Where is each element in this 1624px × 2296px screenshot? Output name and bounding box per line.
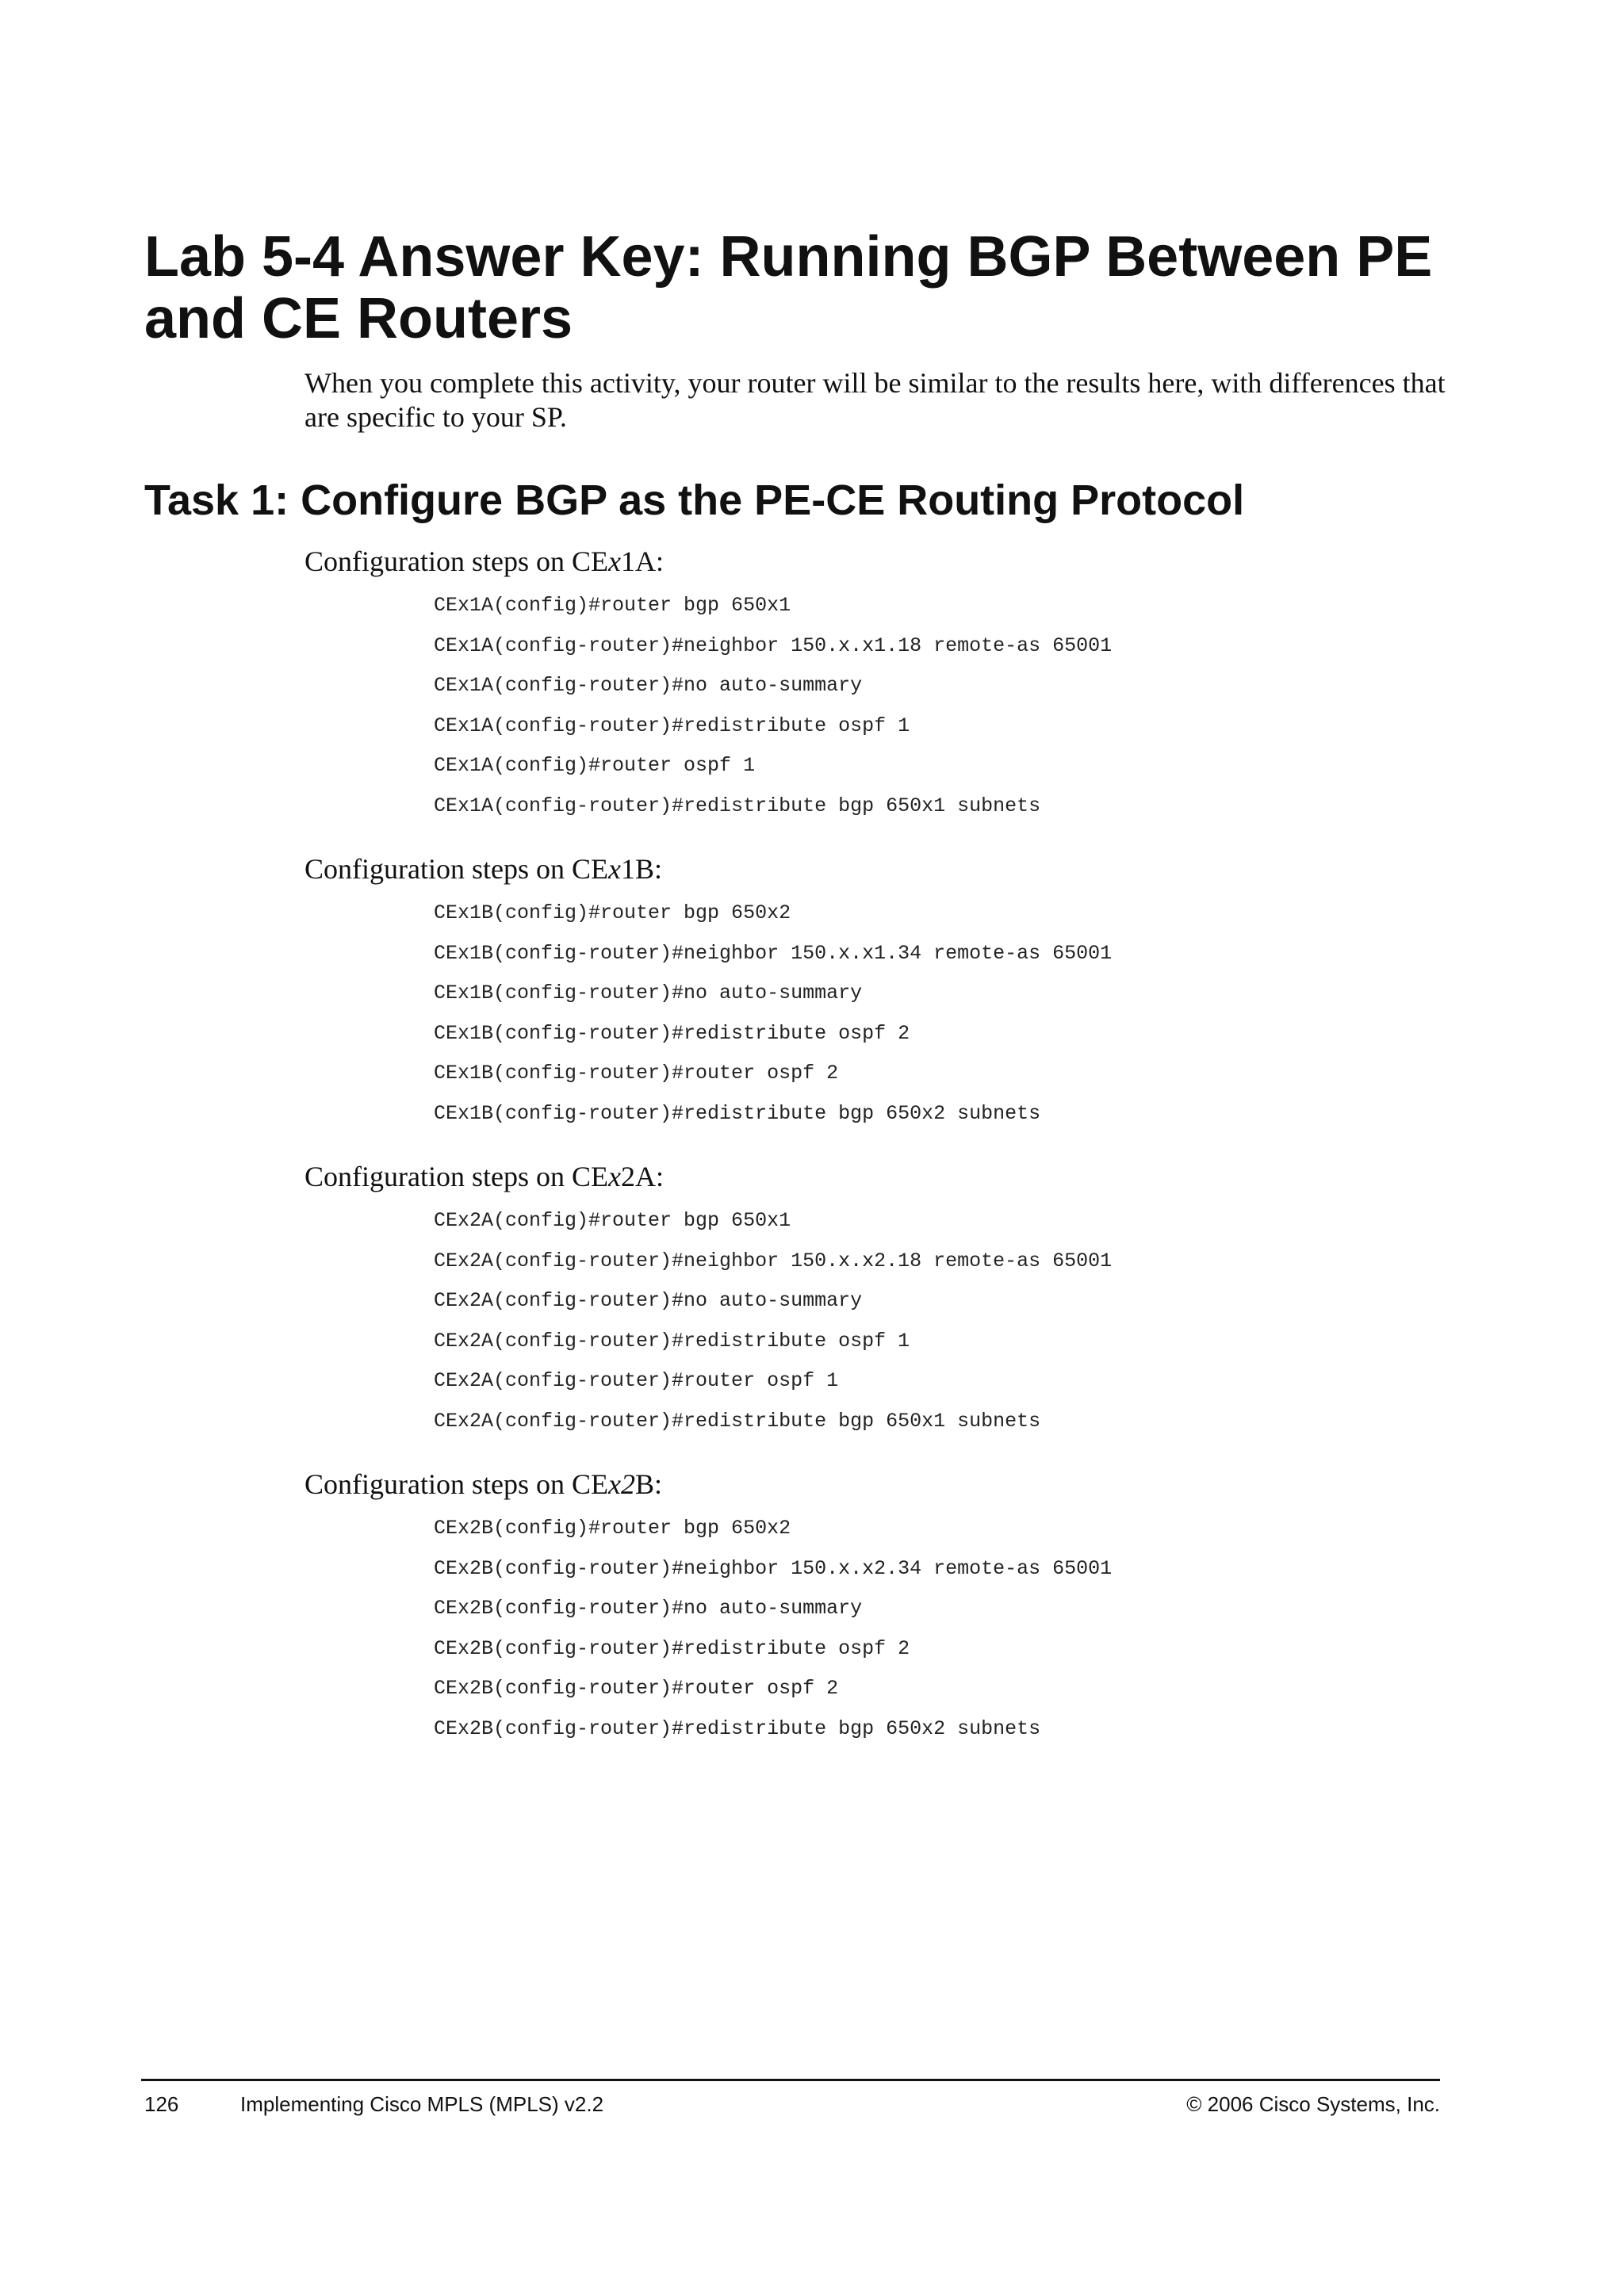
section-label: [304, 1467, 1494, 1502]
command-line: CEx1B(config-router)#neighbor 150.x.x1.34 remote-as 65001: [434, 941, 1113, 965]
command-line: CEx1A(config-router)#neighbor 150.x.x1.18 remote-as 65001: [434, 633, 1113, 657]
command-list: [304, 593, 1494, 819]
section-label-suffix: 2A:: [620, 1161, 664, 1192]
footer-copyright: © 2006 Cisco Systems, Inc.: [1186, 2092, 1440, 2116]
task-heading: Task 1: Configure BGP as the PE-CE Routing Protocol: [144, 476, 1245, 524]
command-line: CEx1B(config-router)#redistribute ospf 2: [434, 1021, 910, 1045]
config-section-cex1b: [304, 851, 1494, 1142]
command-line: CEx2A(config)#router bgp 650x1: [434, 1209, 791, 1232]
section-label-variable: x: [607, 853, 621, 885]
command-line: CEx2B(config-router)#router ospf 2: [434, 1677, 839, 1701]
command-line: CEx1B(config-router)#router ospf 2: [434, 1062, 839, 1085]
page-title: Lab 5-4 Answer Key: Running BGP Between PE and CE Routers: [144, 225, 1433, 350]
command-line: CEx2B(config-router)#neighbor 150.x.x2.34 remote-as 65001: [434, 1556, 1113, 1580]
section-label-variable: x2: [607, 1468, 635, 1500]
command-line: CEx2B(config-router)#redistribute ospf 2: [434, 1636, 910, 1660]
section-label-prefix: Configuration steps on CE: [304, 1161, 608, 1192]
section-label: [304, 1159, 1494, 1194]
command-list: [304, 1208, 1494, 1434]
command-line: CEx2B(config-router)#no auto-summary: [434, 1597, 863, 1621]
command-line: CEx2A(config-router)#neighbor 150.x.x2.18 remote-as 65001: [434, 1249, 1113, 1272]
config-section-cex1a: [304, 544, 1494, 834]
intro-paragraph: When you complete this activity, your router will be similar to the results here, with differences that are specific to your SP.: [304, 367, 1446, 433]
section-label-suffix: 1A:: [620, 545, 664, 577]
command-line: CEx2B(config-router)#redistribute bgp 650x2 subnets: [434, 1716, 1041, 1740]
command-line: CEx1A(config)#router bgp 650x1: [434, 594, 791, 617]
config-section-cex2a: [304, 1159, 1494, 1449]
command-line: CEx2A(config-router)#router ospf 1: [434, 1369, 839, 1393]
section-label: [304, 544, 1494, 579]
command-line: CEx1A(config)#router ospf 1: [434, 754, 756, 778]
command-line: CEx2A(config-router)#redistribute ospf 1: [434, 1329, 910, 1353]
footer-book-title: Implementing Cisco MPLS (MPLS) v2.2: [240, 2092, 604, 2116]
command-line: CEx2B(config)#router bgp 650x2: [434, 1517, 791, 1540]
command-line: CEx2A(config-router)#redistribute bgp 650x1 subnets: [434, 1409, 1041, 1433]
command-line: CEx1A(config-router)#redistribute ospf 1: [434, 714, 910, 737]
command-list: [304, 1516, 1494, 1742]
section-label-prefix: Configuration steps on CE: [304, 545, 608, 577]
section-label-suffix: 1B:: [620, 853, 662, 885]
section-label-prefix: Configuration steps on CE: [304, 1468, 608, 1500]
section-label-variable: x: [607, 1161, 621, 1192]
section-label: [304, 851, 1494, 886]
command-line: CEx1B(config-router)#no auto-summary: [434, 982, 863, 1005]
footer-divider: [141, 2079, 1440, 2081]
command-line: CEx1A(config-router)#redistribute bgp 650x1 subnets: [434, 794, 1041, 817]
command-line: CEx1B(config)#router bgp 650x2: [434, 901, 791, 924]
section-label-prefix: Configuration steps on CE: [304, 853, 608, 885]
command-line: CEx2A(config-router)#no auto-summary: [434, 1289, 863, 1313]
section-label-variable: x: [607, 545, 621, 577]
footer-page-number: 126: [144, 2092, 179, 2116]
command-line: CEx1A(config-router)#no auto-summary: [434, 674, 863, 698]
config-section-cex2b: [304, 1467, 1494, 1757]
command-list: [304, 901, 1494, 1127]
section-label-suffix: B:: [634, 1468, 662, 1500]
command-line: CEx1B(config-router)#redistribute bgp 650x2 subnets: [434, 1101, 1041, 1125]
